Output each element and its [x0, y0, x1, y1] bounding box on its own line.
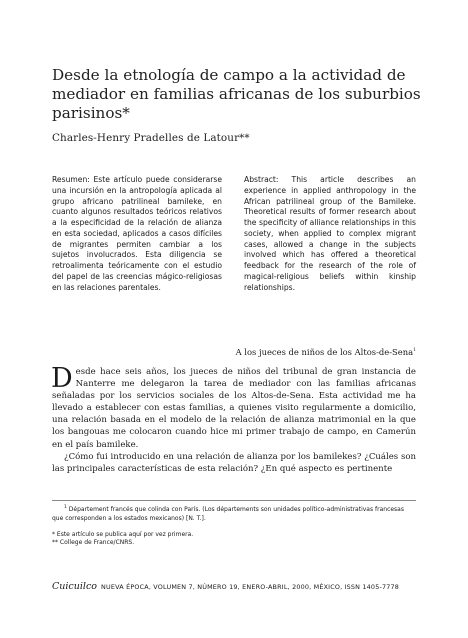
footnote-1-text: Département francés que colinda con París. (Los départements son unidades político-administrativas francesas que corresponden a los estados mexicanos) [N. T.]. — [52, 506, 404, 522]
abstract-spanish — [52, 175, 222, 293]
footnote-1 — [52, 506, 416, 523]
footnote-divider — [52, 500, 416, 501]
article-body — [51, 363, 416, 475]
abstract-english-text: This article describes an experience in applied anthropology in the African patrilineal group of the Bamileke. Theoretical results of former research about the specificity of alliance relationships in this society, when applied to complex migrant cases, allowed a change in the subjects involved which has offered a theoretical feedback for the research of the role of magical-religious beliefs within kinship relationships. — [244, 175, 416, 292]
epigraph — [236, 347, 416, 357]
epigraph-text: A los jueces de niños de los Altos-de-Sena — [235, 347, 414, 357]
abstract-english-label: Abstract: — [244, 175, 279, 184]
body-paragraph-1 — [51, 363, 416, 451]
footnote-1-mark: 1 — [64, 505, 67, 510]
epigraph-note-mark: 1 — [413, 348, 416, 354]
body-paragraph-2: ¿Cómo fui introducido en una relación de alianza por los bamilekes? ¿Cuáles son las principales características de esta relación? ¿En qué aspecto es pertinente — [52, 451, 416, 474]
article-author: Charles-Henry Pradelles de Latour** — [52, 132, 250, 144]
abstract-spanish-text: Este artículo puede considerarse una incursión en la antropología aplicada al grupo africano patrilineal bamileke, en cuanto algunos resultados teóricos relativos a la especificidad de la relación de alianza en esta sociedad, aplicados a casos difíciles de migrantes permiten cambiar a los sujetos involucrados. Esta diligencia se retroalimenta teóricamente con el estudio del papel de las creencias mágico-religiosas en las relaciones parentales. — [52, 175, 222, 292]
journal-info: NUEVA ÉPOCA, VOLUMEN 7, NÚMERO 19, ENERO-ABRIL, 2000, MÉXICO, ISSN 1405-7778 — [101, 583, 400, 591]
journal-footer — [52, 581, 432, 592]
footnote-2: * Este artículo se publica aquí por vez primera. — [52, 531, 194, 538]
drop-cap: D — [51, 363, 73, 394]
body-paragraph-1-text: esde hace seis años, los jueces de niños del tribunal de gran instancia de Nanterre me delegaron la tarea de mediador con las familias africanas señaladas por los servicios sociales de los Altos-de-Sena. Esta actividad me ha llevado a establecer con estas familias, a quienes visito regularmente a domicilio, una relación basada en el modelo de la relación de alianza matrimonial en la que los bangouas me colocaron cuando hice mi primer trabajo de campo, en Camerún en el país bamileke. — [52, 367, 416, 450]
journal-logo: Cuicuilco — [52, 581, 97, 592]
abstract-english — [244, 175, 416, 293]
abstract-spanish-label: Resumen: — [52, 175, 90, 184]
article-title: Desde la etnología de campo a la actividad de mediador en familias africanas de los suburbios parisinos* — [52, 66, 421, 122]
footnote-3: ** College de France/CNRS. — [52, 539, 135, 546]
